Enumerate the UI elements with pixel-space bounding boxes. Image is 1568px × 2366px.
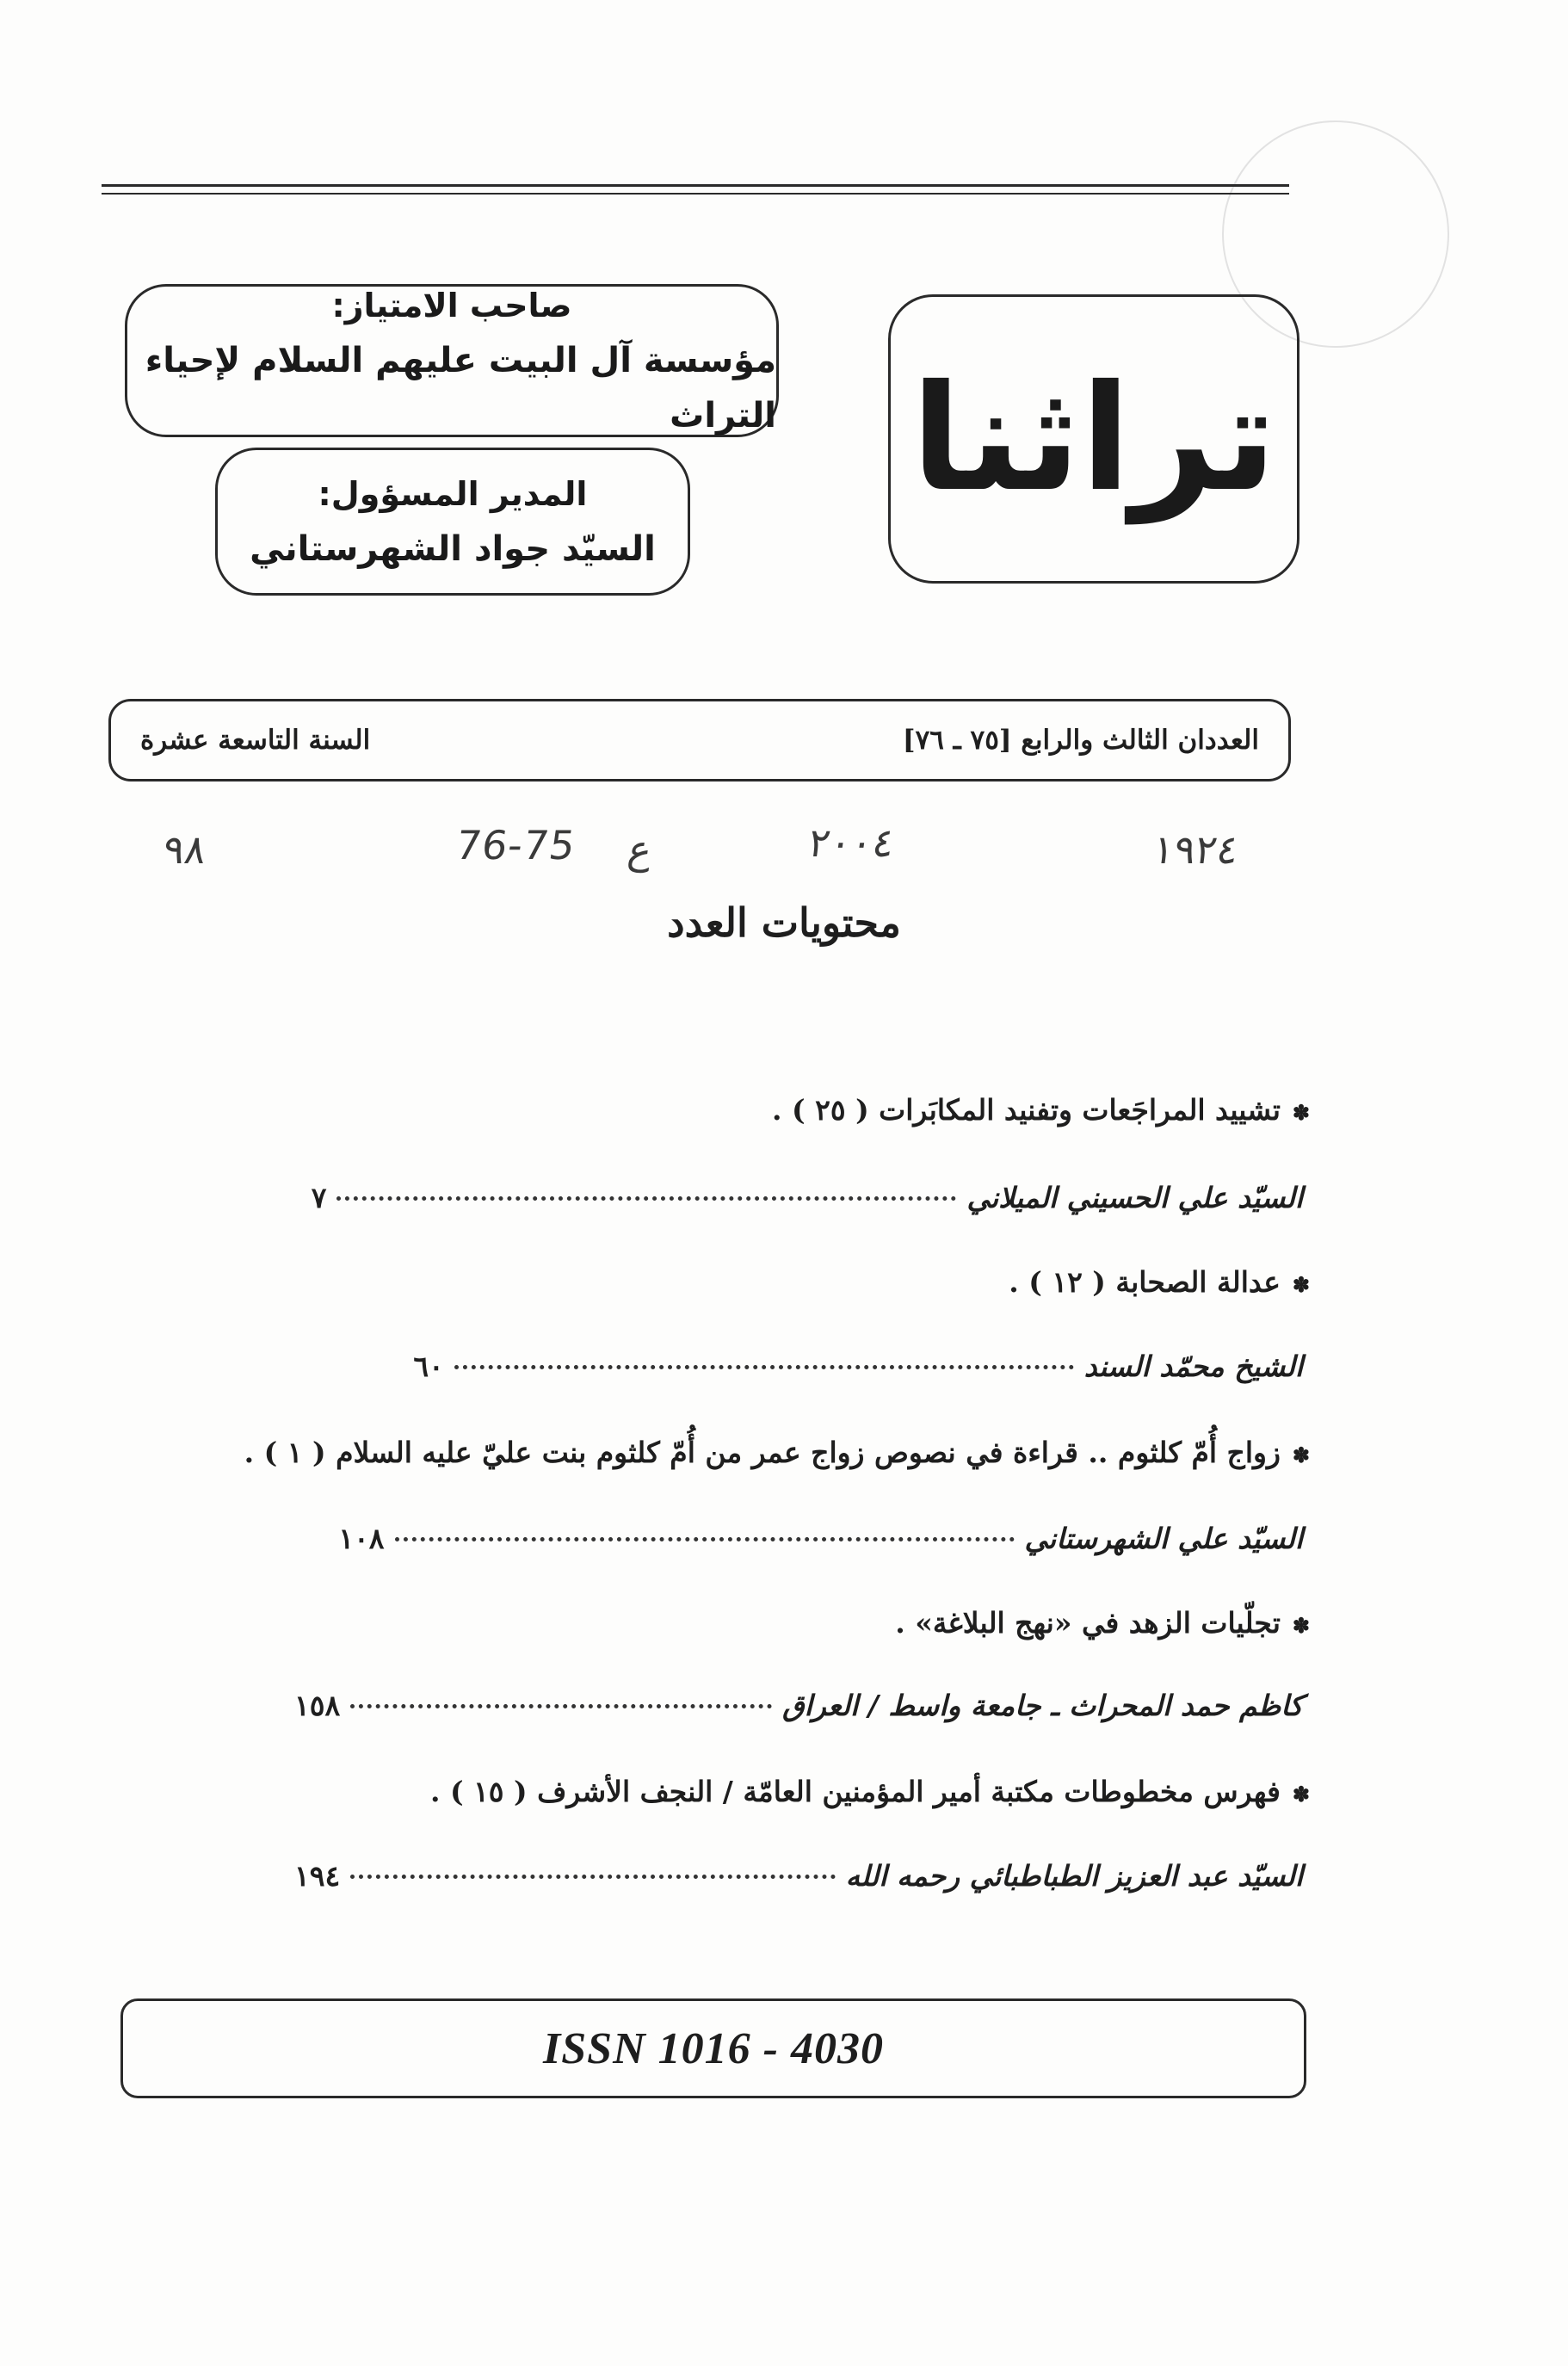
contents-heading: محتويات العدد <box>667 899 901 946</box>
toc-page: ٧ <box>311 1181 327 1214</box>
owner-box <box>125 284 779 437</box>
toc-item-title: ✽زواج أُمّ كلثوم .. قراءة في نصوص زواج عمر من أُمّ كلثوم بنت عليّ عليه السلام ( ١ ) . <box>244 1436 1310 1469</box>
toc-author: السيّد علي الشهرستاني <box>1024 1522 1303 1555</box>
toc-author: السيّد علي الحسيني الميلاني <box>966 1181 1303 1214</box>
toc-page: ١٥٨ <box>294 1689 341 1722</box>
leader-dots <box>350 1875 835 1879</box>
issn-number: ISSN 1016 - 4030 <box>543 2023 884 2073</box>
toc-item-title: ✽فهرس مخطوطات مكتبة أمير المؤمنين العامّة / النجف الأشرف ( ١٥ ) . <box>429 1775 1310 1808</box>
top-rule-thick <box>102 184 1289 187</box>
asterism-icon: ✽ <box>1292 1612 1310 1638</box>
handwritten-note: 76-75 <box>453 822 579 868</box>
issue-year: السنة التاسعة عشرة <box>140 725 371 756</box>
manager-label: المدير المسؤول: <box>318 475 588 513</box>
toc-author: الشيخ محمّد السند <box>1083 1350 1303 1383</box>
toc-item-author-line <box>287 1522 1303 1555</box>
issue-bar <box>108 699 1291 781</box>
handwritten-note: ٢٠٠٤ <box>806 819 898 866</box>
handwritten-note: ٩٨ <box>160 826 210 873</box>
leader-dots <box>454 1365 1074 1369</box>
toc-page: ١٩٤ <box>294 1859 341 1893</box>
toc-item-author-line <box>287 1350 1303 1383</box>
owner-label: صاحب الامتياز: <box>331 287 572 324</box>
handwritten-note: ع <box>625 826 656 873</box>
magazine-title: تراثنا <box>911 354 1277 524</box>
toc-page: ١٠٨ <box>338 1522 385 1555</box>
toc-author: كاظم حمد المحراث ـ جامعة واسط / العراق <box>782 1689 1303 1722</box>
toc-item-author-line <box>287 1181 1303 1214</box>
asterism-icon: ✽ <box>1292 1271 1310 1297</box>
leader-dots <box>395 1537 1015 1541</box>
leader-dots <box>350 1704 772 1708</box>
asterism-icon: ✽ <box>1292 1099 1310 1125</box>
toc-item-title: ✽تجلّيات الزهد في «نهج البلاغة» . <box>895 1606 1310 1640</box>
top-rule-thin <box>102 193 1289 195</box>
asterism-icon: ✽ <box>1292 1781 1310 1807</box>
owner-name: مؤسسة آل البيت عليهم السلام لإحياء التراث <box>145 341 776 436</box>
toc-item-title: ✽عدالة الصحابة ( ١٢ ) . <box>1009 1265 1310 1299</box>
handwritten-note: ١٩٢٤ <box>1150 826 1242 873</box>
toc-item-author-line <box>287 1689 1303 1722</box>
manager-name: السيّد جواد الشهرستاني <box>250 529 656 569</box>
toc-item-title: ✽تشييد المراجَعات وتفنيد المكابَرات ( ٢٥ ) . <box>772 1093 1310 1127</box>
magazine-logo-box <box>888 294 1299 584</box>
issn-box <box>120 1998 1306 2098</box>
issue-numbers: العددان الثالث والرابع [٧٥ ـ ٧٦] <box>902 725 1259 756</box>
leader-dots <box>336 1196 956 1201</box>
asterism-icon: ✽ <box>1292 1442 1310 1467</box>
toc-author: السيّد عبد العزيز الطباطبائي رحمه الله <box>845 1859 1303 1893</box>
manager-box <box>215 448 690 596</box>
toc-page: ٦٠ <box>413 1350 444 1383</box>
toc-item-author-line <box>287 1859 1303 1893</box>
